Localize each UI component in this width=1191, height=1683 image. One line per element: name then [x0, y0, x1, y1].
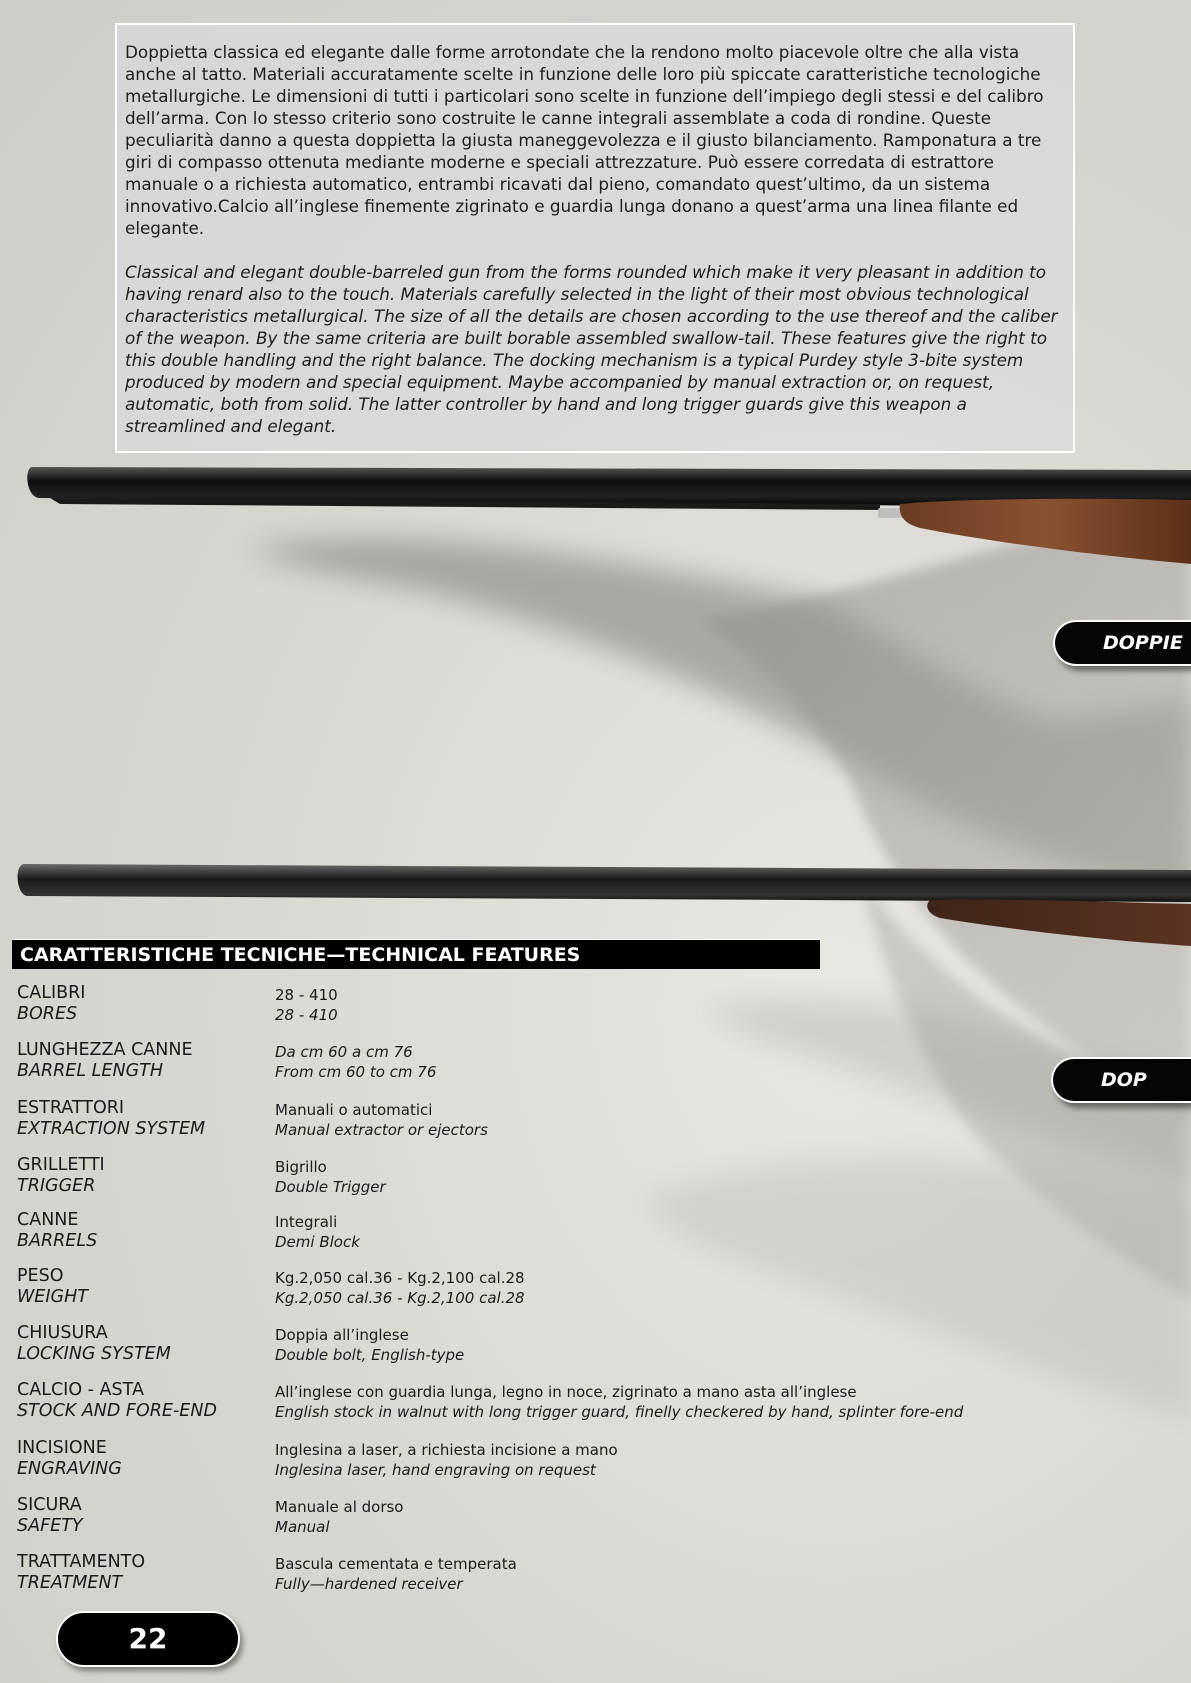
feature-row	[17, 1098, 1077, 1155]
feature-value-it: Bascula cementata e temperata	[275, 1555, 517, 1574]
feature-label-it: GRILLETTI	[17, 1154, 105, 1175]
feature-value	[275, 1042, 436, 1082]
feature-label-en: BARREL LENGTH	[17, 1061, 163, 1082]
feature-value-en: English stock in walnut with long trigger guard, finelly checkered by hand, splinter fore-end	[275, 1403, 964, 1422]
feature-value-en: Manual	[275, 1518, 330, 1537]
page-number: 22	[56, 1611, 240, 1667]
technical-features-list	[17, 983, 1077, 1610]
feature-label-it: CALIBRI	[17, 983, 86, 1003]
feature-value-it: 28 - 410	[275, 986, 338, 1004]
feature-value-en: Double bolt, English-type	[275, 1346, 465, 1365]
feature-label-en: BARRELS	[17, 1230, 98, 1251]
feature-value	[275, 1554, 517, 1594]
feature-label-en: ENGRAVING	[17, 1458, 122, 1479]
feature-label-en: BORES	[17, 1004, 78, 1024]
feature-label-it: CHIUSURA	[17, 1323, 108, 1344]
feature-value-it: Doppia all’inglese	[275, 1326, 409, 1345]
feature-row	[17, 1040, 1077, 1097]
feature-label	[17, 1266, 88, 1308]
feature-value-en: Double Trigger	[275, 1177, 386, 1196]
feature-value	[275, 1100, 488, 1140]
description-english: Classical and elegant double-barreled gun from the forms rounded which make it very pleasant in addition to having renard also to the touch. Materials carefully selected in the light of their most obvious technological characteristics metallurgical. The size of all the details are chosen according to the use thereof and the caliber of the weapon. By the same criteria are built borable assembled swallow-tail. These features give the right to this double handling and the right balance. The docking mechanism is a typical Purdey style 3-bite system produced by modern and special equipment. Maybe accompanied by manual extraction or, on request, automatic, both from solid. The latter controller by hand and long trigger guards give this weapon a streamlined and elegant.	[125, 262, 1058, 436]
feature-label	[17, 1155, 105, 1197]
feature-label-it: SICURA	[17, 1495, 82, 1516]
feature-value-en: Kg.2,050 cal.36 - Kg.2,100 cal.28	[275, 1288, 525, 1307]
feature-label-it: LUNGHEZZA CANNE	[17, 1040, 193, 1061]
feature-value-it: Kg.2,050 cal.36 - Kg.2,100 cal.28	[275, 1268, 525, 1287]
feature-row	[17, 1495, 1077, 1552]
shotgun-image-bottom	[0, 858, 1191, 948]
feature-label-en: EXTRACTION SYSTEM	[17, 1118, 206, 1139]
feature-label-en: WEIGHT	[17, 1286, 88, 1307]
feature-value-en: Inglesina laser, hand engraving on request	[275, 1460, 596, 1479]
feature-label	[17, 1380, 217, 1422]
side-tab-top-label: DOPPIE	[1103, 632, 1183, 654]
feature-label-it: CANNE	[17, 1209, 79, 1230]
feature-row	[17, 983, 1077, 1040]
side-tab-top	[1053, 620, 1191, 666]
feature-label	[17, 1040, 193, 1082]
feature-value-it: All’inglese con guardia lunga, legno in noce, zigrinato a mano asta all’inglese	[275, 1383, 857, 1402]
feature-value-it: Integrali	[275, 1212, 338, 1231]
feature-value-en: Manual extractor or ejectors	[275, 1120, 488, 1139]
feature-value-it: Manuali o automatici	[275, 1100, 433, 1119]
feature-value-it: Da cm 60 a cm 76	[275, 1043, 413, 1062]
feature-label-en: STOCK AND FORE-END	[17, 1401, 217, 1422]
description-box	[115, 23, 1075, 453]
shotgun-image-top	[0, 460, 1191, 570]
feature-label	[17, 1552, 145, 1594]
feature-value-en: From cm 60 to cm 76	[275, 1063, 437, 1082]
feature-value-en: Demi Block	[275, 1232, 360, 1251]
feature-label-it: PESO	[17, 1265, 64, 1286]
feature-value	[275, 1382, 963, 1422]
feature-value-it: Inglesina a laser, a richiesta incisione a mano	[275, 1440, 618, 1459]
feature-label	[17, 1438, 122, 1480]
feature-value	[275, 1325, 464, 1365]
feature-label-it: TRATTAMENTO	[17, 1552, 146, 1573]
feature-row	[17, 1155, 1077, 1210]
technical-features-header: CARATTERISTICHE TECNICHE—TECHNICAL FEATURES	[12, 939, 820, 969]
feature-label-en: TREATMENT	[17, 1573, 123, 1594]
description-italian: Doppietta classica ed elegante dalle forme arrotondate che la rendono molto piacevole oltre che alla vista anche al tatto. Materiali accuratamente scelte in funzione delle loro più spiccate caratteristiche tecnologiche metallurgiche. Le dimensioni di tutti i particolari sono scelte in funzione dell’impiego degli stessi e del calibro dell’arma. Con lo stesso criterio sono costruite le canne integrali assemblate a coda di rondine. Queste peculiarità danno a questa doppietta la giusta maneggevolezza e il giusto bilanciamento. Ramponatura a tre giri di compasso ottenuta mediante moderne e speciali attrezzature. Può essere corredata di estrattore manuale o a richiesta automatico, entrambi ricavati dal pieno, comandato quest’ultimo, da un sistema innovativo.Calcio all’inglese finemente zigrinato e guardia lunga donano a quest’arma una linea filante ed elegante.	[125, 42, 1044, 238]
feature-value-it: Bigrillo	[275, 1157, 327, 1176]
feature-value	[275, 985, 338, 1025]
feature-value	[275, 1212, 360, 1252]
feature-label	[17, 1210, 97, 1252]
feature-label-en: TRIGGER	[17, 1175, 96, 1196]
feature-row	[17, 1552, 1077, 1609]
feature-value	[275, 1268, 525, 1308]
feature-value	[275, 1157, 386, 1197]
feature-value	[275, 1497, 404, 1537]
side-tab-bottom-label: DOP	[1101, 1069, 1147, 1091]
feature-value-en: Fully—hardened receiver	[275, 1575, 463, 1594]
feature-label-it: ESTRATTORI	[17, 1097, 125, 1118]
feature-label-it: CALCIO - ASTA	[17, 1380, 144, 1401]
feature-label	[17, 1495, 83, 1537]
feature-label	[17, 983, 85, 1025]
feature-row	[17, 1266, 1077, 1323]
feature-row	[17, 1323, 1077, 1380]
feature-label	[17, 1098, 205, 1140]
feature-row	[17, 1438, 1077, 1495]
feature-label-en: LOCKING SYSTEM	[17, 1344, 171, 1365]
feature-row	[17, 1210, 1077, 1266]
feature-value	[275, 1440, 618, 1480]
feature-row	[17, 1380, 1077, 1437]
feature-value-en: 28 - 410	[275, 1006, 338, 1024]
feature-value-it: Manuale al dorso	[275, 1498, 404, 1517]
feature-label	[17, 1323, 171, 1365]
feature-label-en: SAFETY	[17, 1516, 83, 1537]
feature-label-it: INCISIONE	[17, 1437, 107, 1458]
